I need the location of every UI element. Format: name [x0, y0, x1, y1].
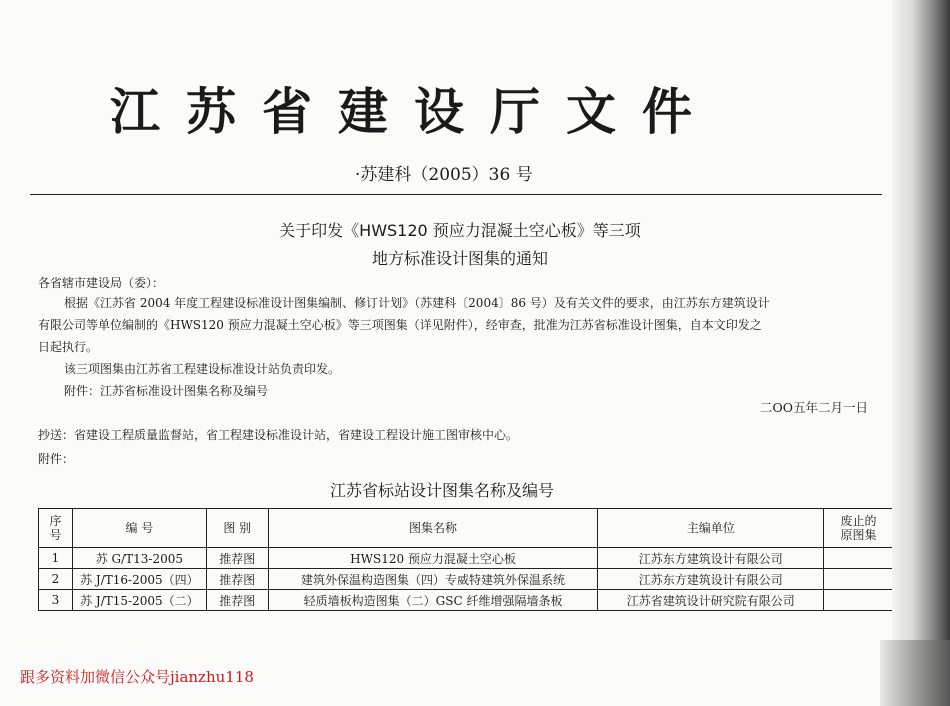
- paragraph-1-line-2: 有限公司等单位编制的《HWS120 预应力混凝土空心板》等三项图集（详见附件），经审查，批准为江苏省标准设计图集，自本文印发之: [38, 318, 762, 332]
- issue-date: 二OO五年二月一日: [760, 400, 868, 415]
- cell-category: 推荐图: [206, 548, 268, 569]
- header-superseded: 废止的原图集: [824, 509, 894, 548]
- cell-seq: 2: [39, 569, 73, 590]
- header-category: 图 别: [206, 509, 268, 548]
- cell-editor-unit: 江苏省建筑设计研究院有限公司: [598, 590, 824, 611]
- cell-editor-unit: 江苏东方建筑设计有限公司: [598, 569, 824, 590]
- table-header-row: [39, 509, 894, 548]
- document-number: ·苏建科（2005）36 号: [355, 165, 533, 185]
- table-row: [39, 590, 894, 611]
- attachment-note: 附件：江苏省标准设计图集名称及编号: [64, 384, 269, 398]
- cell-category: 推荐图: [206, 590, 268, 611]
- cell-seq: 1: [39, 548, 73, 569]
- paragraph-2: 该三项图集由江苏省工程建设标准设计站负责印发。: [64, 362, 341, 376]
- cell-atlas-name: 建筑外保温构造图集（四）专威特建筑外保温系统: [268, 569, 598, 590]
- cell-atlas-name: 轻质墙板构造图集（二）GSC 纤维增强隔墙条板: [268, 590, 598, 611]
- table-row: [39, 548, 894, 569]
- header-code: 编 号: [72, 509, 206, 548]
- header-atlas-name: 图集名称: [268, 509, 598, 548]
- table-title: 江苏省标站设计图集名称及编号: [330, 481, 555, 500]
- paragraph-1-line-3: 日起执行。: [38, 340, 99, 354]
- table-row: [39, 569, 894, 590]
- watermark-text: 跟多资料加微信公众号jianzhu118: [20, 668, 254, 686]
- cell-superseded: [824, 548, 894, 569]
- addressee: 各省辖市建设局（委）：: [38, 276, 165, 290]
- cell-seq: 3: [39, 590, 73, 611]
- book-spine-corner: [880, 640, 950, 706]
- document-title: 江苏省建设厅文件: [110, 82, 718, 141]
- cell-editor-unit: 江苏东方建筑设计有限公司: [598, 548, 824, 569]
- subject-line-2: 地方标准设计图集的通知: [371, 249, 548, 268]
- cell-atlas-name: HWS120 预应力混凝土空心板: [268, 548, 598, 569]
- atlas-table: [38, 508, 894, 611]
- cell-code: 苏 G/T13-2005: [72, 548, 206, 569]
- cc-line: 抄送：省建设工程质量监督站，省工程建设标准设计站，省建设工程设计施工图审核中心。: [38, 428, 519, 442]
- book-spine-shadow: [892, 0, 950, 706]
- attachment-label: 附件：: [38, 452, 75, 466]
- cell-code: 苏 J/T16-2005（四）: [72, 569, 206, 590]
- header-editor-unit: 主编单位: [598, 509, 824, 548]
- cell-superseded: [824, 569, 894, 590]
- subject-line-1: 关于印发《HWS120 预应力混凝土空心板》等三项: [279, 221, 641, 240]
- paragraph-1-line-1: 根据《江苏省 2004 年度工程建设标准设计图集编制、修订计划》（苏建科〔2004〕86 号）及有关文件的要求，由江苏东方建筑设计: [64, 296, 770, 310]
- header-divider: [30, 194, 882, 195]
- cell-superseded: [824, 590, 894, 611]
- cell-code: 苏 J/T15-2005（二）: [72, 590, 206, 611]
- header-seq: 序号: [39, 509, 73, 548]
- cell-category: 推荐图: [206, 569, 268, 590]
